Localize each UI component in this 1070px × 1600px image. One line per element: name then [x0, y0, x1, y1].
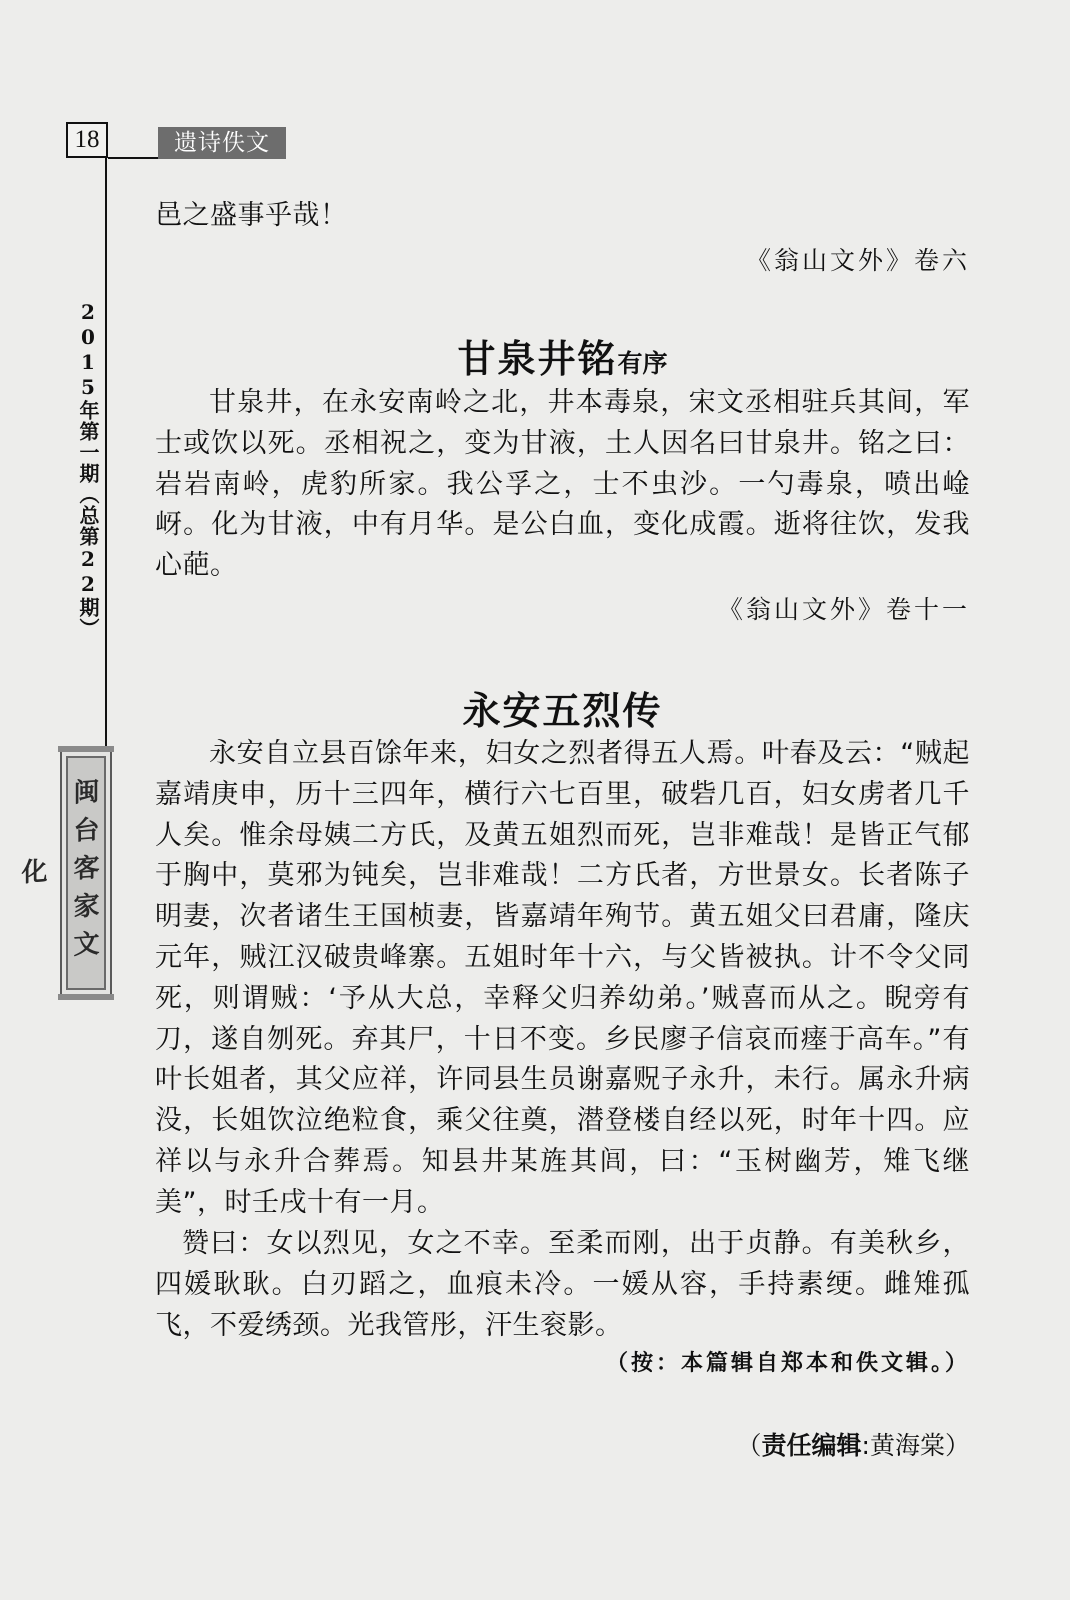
editor-label: 责任编辑	[761, 1431, 862, 1460]
article2-body: 永安自立县百馀年来，妇女之烈者得五人焉。叶春及云：“贼起嘉靖庚申，历十三四年，横行六七百里，破砦几百，妇女虏者几千人矣。惟余母姨二方氏，及黄五姐烈而死，岂非难哉！是皆正气郁于胸中，莫邪为钝矣，岂非难哉！二方氏者，方世景女。长者陈子明妻，次者诸生王国桢妻，皆嘉靖年殉节。黄五姐父曰君庸，隆庆元年，贼江汉破贵峰寨。五姐时年十六，与父皆被执。计不令父同死，则谓贼：‘予从大总，幸释父归养幼弟。’贼喜而从之。睨旁有刀，遂自刎死。弃其尸，十日不变。乡民廖子信哀而瘗于高车。”有叶长姐者，其父应祥，许同县生员谢嘉贶子永升，未行。属永升病没，长姐饮泣绝粒食，乘父往奠，潜登楼自经以死，时年十四。应祥以与永升合葬焉。知县井某旌其闾，曰：“玉树幽芳，雉飞继美”，时壬戌十有一月。	[155, 738, 970, 1218]
editor-close-paren: ）	[944, 1431, 970, 1460]
page-number: 18	[66, 122, 108, 158]
article2-note: （按：本篇辑自郑本和佚文辑。）	[605, 1350, 970, 1376]
article1-subtitle: 有序	[617, 349, 668, 378]
vertical-rule	[105, 157, 107, 762]
editor-open-paren: （	[736, 1431, 762, 1460]
seal-cap-bottom	[58, 994, 114, 1000]
editor-credit	[737, 1426, 971, 1462]
editor-sep: :	[861, 1431, 870, 1460]
seal-text: 闽台客家文化	[17, 777, 99, 970]
seal-scroll	[17, 750, 112, 996]
prev-closing-line: 邑之盛事乎哉！	[155, 200, 348, 231]
article1-title	[155, 328, 970, 383]
article1-title-main: 甘泉井铭	[457, 337, 618, 381]
article2-praise: 赞曰：女以烈见，女之不幸。至柔而刚，出于贞静。有美秋乡，四媛耿耿。白刃蹈之，血痕未冷。一媛从容，手持素绠。雌雉孤飞，不爱绣颈。光我管彤，汗生衮影。	[155, 1228, 970, 1341]
article1-body: 甘泉井，在永安南岭之北，井本毒泉，宋文丞相驻兵其间，军士或饮以死。丞相祝之，变为甘液，土人因名曰甘泉井。铭之曰：岩岩南岭，虎豹所家。我公孚之，士不虫沙。一勺毒泉，喷出崯岈。化为甘液，中有月华。是公白血，变化成霞。逝将往饮，发我心葩。	[155, 387, 970, 582]
article2-title: 永安五烈传	[462, 689, 663, 733]
section-label: 遗诗佚文	[158, 127, 286, 159]
seal-cap-top	[58, 746, 114, 752]
prev-source: 《翁山文外》卷六	[745, 246, 970, 275]
article1-source: 《翁山文外》卷十一	[717, 595, 970, 624]
issue-label: 2015年第一期（总第22期）	[76, 300, 100, 639]
editor-name: 黄海棠	[869, 1431, 945, 1460]
